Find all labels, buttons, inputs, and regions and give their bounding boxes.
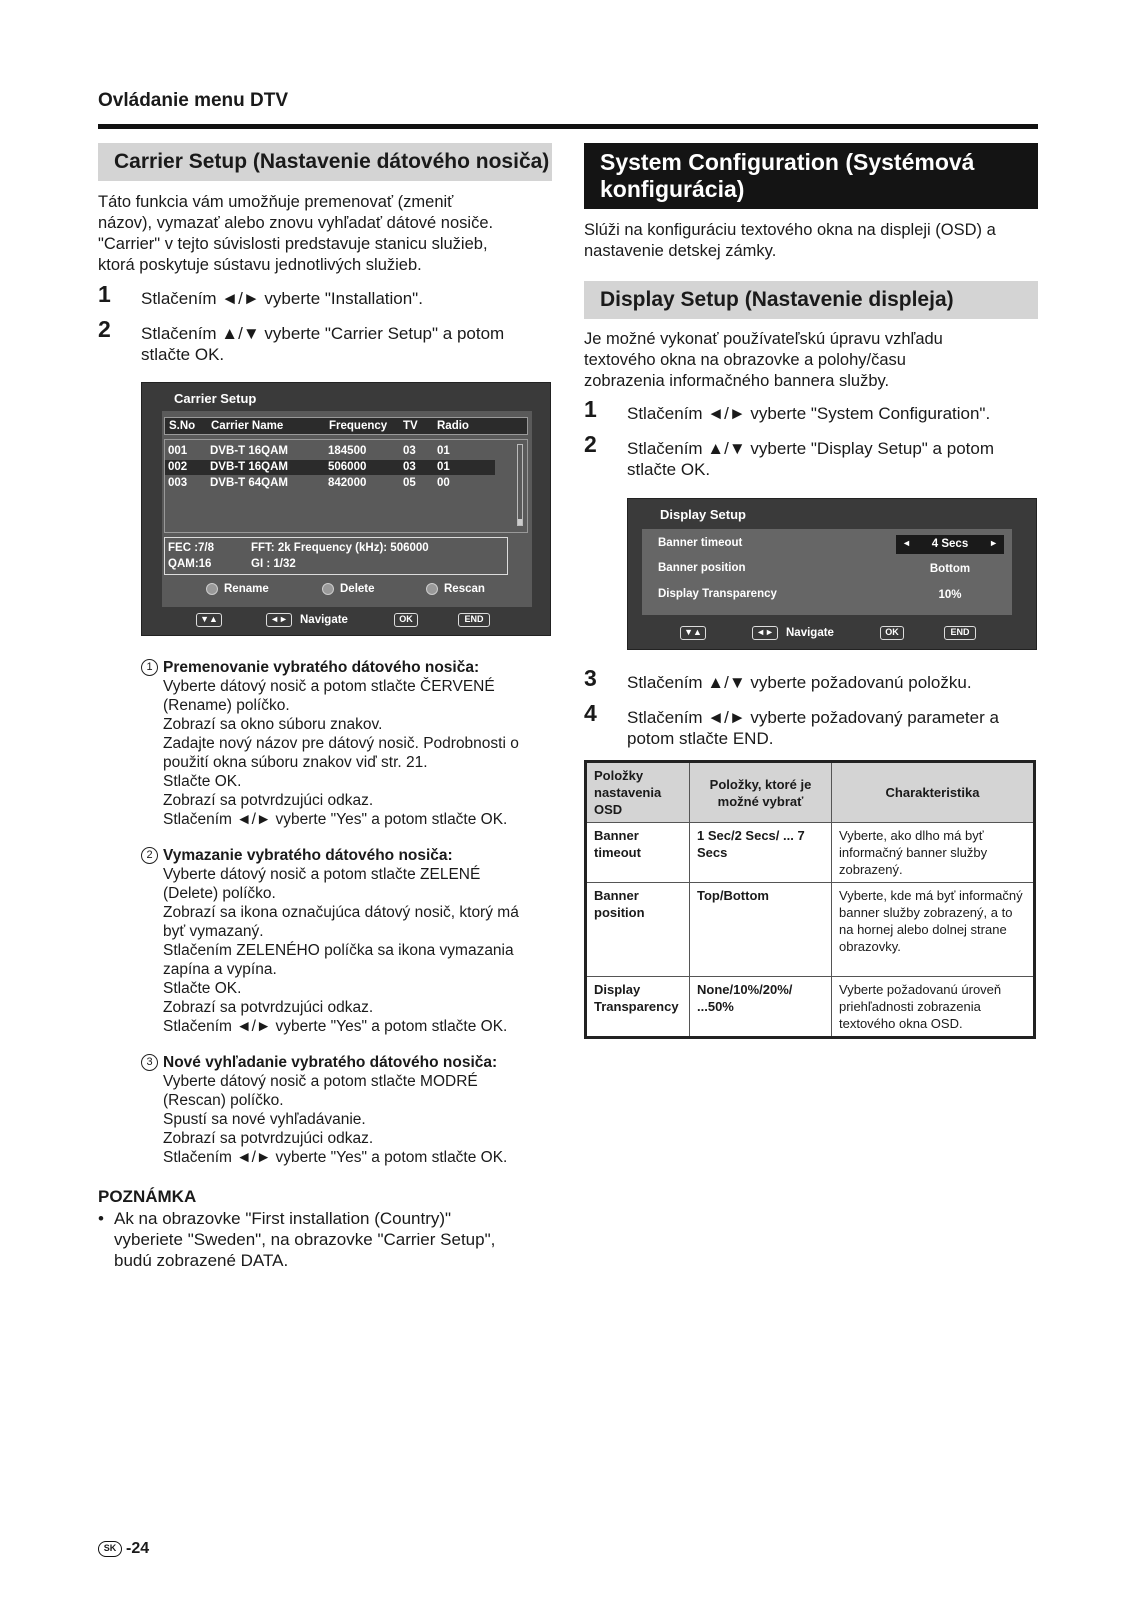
cell: 1 Sec/2 Secs/ ... 7 Secs [690, 823, 832, 883]
table-row [586, 977, 1035, 1038]
column-header: Charakteristika [832, 762, 1035, 823]
step-text: Stlačením ◄/► vyberte "System Configuration". [627, 404, 991, 423]
banner-position-label: Banner position [658, 562, 746, 574]
cell: 01 [437, 445, 450, 457]
step-number: 1 [98, 281, 111, 307]
circled-number: 2 [141, 847, 158, 864]
item-line: Stlačením ◄/► vyberte "Yes" a potom stlačte OK. [163, 1018, 508, 1035]
navigate-label: Navigate [300, 614, 348, 626]
heading-line: System Configuration (Systémová [600, 149, 975, 175]
item-line: Stlačte OK. [163, 773, 242, 790]
item-heading: Vymazanie vybratého dátového nosiča: [163, 847, 453, 864]
info-gi: GI : 1/32 [251, 558, 296, 570]
info-qam: QAM:16 [168, 558, 212, 570]
left-right-key-icon: ◄► [266, 613, 292, 627]
info-frequency: FFT: 2k Frequency (kHz): 506000 [251, 542, 429, 554]
item-line: (Rescan) políčko. [163, 1092, 284, 1109]
step-text [627, 438, 994, 480]
ok-key-icon: OK [394, 613, 418, 627]
step-number: 2 [98, 316, 111, 342]
cell: 00 [437, 477, 450, 489]
item-line: Vyberte dátový nosič a potom stlačte ZELENÉ [163, 866, 481, 883]
cell: Top/Bottom [690, 883, 832, 977]
column-header: Položky, ktoré je možné vybrať [690, 762, 832, 823]
bullet: • [98, 1209, 104, 1228]
delete-button[interactable]: Delete [340, 583, 375, 595]
step-text-line: Stlačením ▲/▼ vyberte "Carrier Setup" a potom [141, 324, 505, 343]
circled-number: 1 [141, 659, 158, 676]
ok-key-icon: OK [880, 626, 904, 640]
carrier-setup-screen [141, 382, 551, 636]
table-row [586, 823, 1035, 883]
intro-line: Je možné vykonať používateľskú úpravu vzhľadu [584, 330, 943, 348]
item-line: Stlačením ◄/► vyberte "Yes" a potom stlačte OK. [163, 1149, 508, 1166]
page-number: -24 [126, 1540, 150, 1557]
table-row[interactable] [165, 444, 513, 459]
table-row [586, 883, 1035, 977]
item-line: Zobrazí sa ikona označujúca dátový nosič, ktorý má [163, 904, 519, 921]
green-button-icon [322, 583, 334, 595]
cell: Banner position [586, 883, 690, 977]
end-key-icon: END [944, 626, 976, 640]
cell: DVB-T 16QAM [210, 445, 288, 457]
column-header: Frequency [329, 420, 388, 432]
circled-number: 3 [141, 1054, 158, 1071]
cell: Vyberte, ako dlho má byť informačný banner služby zobrazený. [832, 823, 1035, 883]
cell: 03 [403, 461, 416, 473]
scrollbar-thumb[interactable] [518, 519, 522, 525]
carrier-intro-line: Táto funkcia vám umožňuje premenovať (zmeniť [98, 193, 454, 211]
osd-title: Carrier Setup [174, 391, 257, 406]
step-number: 1 [584, 396, 597, 422]
cell: Vyberte požadovanú úroveň priehľadnosti zobrazenia textového okna OSD. [832, 977, 1035, 1038]
sysconf-intro [584, 220, 996, 262]
item-line: (Rename) políčko. [163, 697, 290, 714]
item-line: Stlačte OK. [163, 980, 242, 997]
item-heading: Nové vyhľadanie vybratého dátového nosiča: [163, 1054, 498, 1071]
step-text: Stlačením ▲/▼ vyberte požadovanú položku. [627, 673, 972, 692]
item-line: Zobrazí sa okno súboru znakov. [163, 716, 383, 733]
display-setup-screen [627, 498, 1037, 650]
heading-line: konfigurácia) [600, 176, 745, 202]
blue-button-icon [426, 583, 438, 595]
page-section-title: Ovládanie menu DTV [98, 90, 289, 111]
note-line: Ak na obrazovke "First installation (Country)" [114, 1209, 452, 1228]
item-line: Vyberte dátový nosič a potom stlačte MODRÉ [163, 1073, 478, 1090]
note-title: POZNÁMKA [98, 1187, 197, 1206]
carrier-info-box [164, 537, 508, 575]
cell: DVB-T 64QAM [210, 477, 288, 489]
step-text: Stlačením ◄/► vyberte "Installation". [141, 289, 423, 308]
carrier-list[interactable] [164, 439, 528, 533]
step-text [141, 323, 504, 365]
item-line: (Delete) políčko. [163, 885, 276, 902]
step-text-line: stlačte OK. [141, 345, 225, 364]
cell: 184500 [328, 445, 367, 457]
step-number: 2 [584, 431, 597, 457]
carrier-intro-line: názov), vymazať alebo znovu vyhľadať dátové nosiče. [98, 214, 494, 232]
cell: 842000 [328, 477, 367, 489]
item-line: Zobrazí sa potvrdzujúci odkaz. [163, 1130, 374, 1147]
cell: Display Transparency [586, 977, 690, 1038]
item-line: Stlačením ◄/► vyberte "Yes" a potom stlačte OK. [163, 811, 508, 828]
item-line: použití okna súboru znakov viď str. 21. [163, 754, 428, 771]
note-line: budú zobrazené DATA. [114, 1251, 289, 1270]
cell: 506000 [328, 461, 367, 473]
table-header-row [586, 762, 1035, 823]
carrier-intro-line: ktorá poskytuje sústavu jednotlivých služieb. [98, 256, 422, 274]
note-line: vyberiete "Sweden", na obrazovke "Carrier Setup", [114, 1230, 496, 1249]
table-row-selected[interactable] [165, 460, 495, 475]
column-header: Položky nastavenia OSD [586, 762, 690, 823]
display-transparency-value[interactable]: 10% [938, 589, 962, 601]
banner-timeout-selector[interactable] [896, 535, 1004, 554]
carrier-setup-heading: Carrier Setup (Nastavenie dátového nosiča) [98, 143, 552, 181]
step-text-line: potom stlačte END. [627, 729, 774, 748]
end-key-icon: END [458, 613, 490, 627]
arrow-left-icon[interactable]: ◄ [902, 538, 911, 548]
rename-button[interactable]: Rename [224, 583, 269, 595]
item-line: Spustí sa nové vyhľadávanie. [163, 1111, 366, 1128]
carrier-intro [98, 192, 493, 276]
cell: 001 [168, 445, 188, 457]
display-setup-heading: Display Setup (Nastavenie displeja) [584, 281, 1038, 319]
scrollbar[interactable] [517, 444, 523, 526]
item-line: Vyberte dátový nosič a potom stlačte ČERVENÉ [163, 678, 495, 695]
item-line: byť vymazaný. [163, 923, 264, 940]
display-transparency-label: Display Transparency [658, 588, 777, 600]
header-rule [98, 124, 1038, 129]
step-text [627, 707, 999, 749]
left-right-key-icon: ◄► [752, 626, 778, 640]
osd-settings-table [584, 760, 1036, 1039]
item-heading: Premenovanie vybratého dátového nosiča: [163, 659, 480, 676]
cell: 03 [403, 445, 416, 457]
osd-panel [162, 411, 532, 607]
column-header: S.No [169, 420, 196, 432]
cell: None/10%/20%/ ...50% [690, 977, 832, 1038]
column-header: Carrier Name [211, 420, 284, 432]
intro-line: Slúži na konfiguráciu textového okna na displeji (OSD) a [584, 221, 996, 239]
banner-timeout-value: 4 Secs [931, 538, 969, 550]
intro-line: textového okna na obrazovke a polohy/času [584, 351, 906, 369]
cell: Banner timeout [586, 823, 690, 883]
display-intro [584, 329, 943, 392]
cell: 01 [437, 461, 450, 473]
system-configuration-heading [584, 143, 1038, 209]
up-down-key-icon: ▼▲ [680, 626, 706, 640]
red-button-icon [206, 583, 218, 595]
item-line: Zadajte nový názov pre dátový nosič. Podrobnosti o [163, 735, 519, 752]
cell: 002 [168, 461, 188, 473]
step-text-line: stlačte OK. [627, 460, 711, 479]
item-line: Zobrazí sa potvrdzujúci odkaz. [163, 792, 374, 809]
item-line: Stlačením ZELENÉHO políčka sa ikona vymazania [163, 942, 514, 959]
up-down-key-icon: ▼▲ [196, 613, 222, 627]
cell: 003 [168, 477, 188, 489]
step-text-line: Stlačením ◄/► vyberte požadovaný parameter a [627, 708, 999, 727]
osd-panel [642, 529, 1012, 615]
cell: Vyberte, kde má byť informačný banner služby zobrazený, a to na hornej alebo dolnej strane obrazovky. [832, 883, 1035, 977]
intro-line: nastavenie detskej zámky. [584, 242, 777, 260]
step-number: 4 [584, 700, 597, 726]
carrier-table-header [164, 417, 528, 435]
navigate-label: Navigate [786, 627, 834, 639]
column-header: TV [403, 420, 418, 432]
info-fec: FEC :7/8 [168, 542, 215, 554]
step-text-line: Stlačením ▲/▼ vyberte "Display Setup" a potom [627, 439, 994, 458]
arrow-right-icon[interactable]: ► [989, 538, 998, 548]
banner-position-value[interactable]: Bottom [929, 563, 971, 575]
carrier-intro-line: "Carrier" v tejto súvislosti predstavuje stanicu služieb, [98, 235, 488, 253]
cell: 05 [403, 477, 416, 489]
item-line: zapína a vypína. [163, 961, 277, 978]
osd-title: Display Setup [660, 507, 746, 522]
banner-timeout-label: Banner timeout [658, 537, 743, 549]
intro-line: zobrazenia informačného bannera služby. [584, 372, 890, 390]
rescan-button[interactable]: Rescan [444, 583, 485, 595]
table-row[interactable] [165, 476, 513, 491]
cell: DVB-T 16QAM [210, 461, 288, 473]
language-badge: SK [98, 1541, 122, 1557]
step-number: 3 [584, 665, 597, 691]
column-header: Radio [437, 420, 469, 432]
item-line: Zobrazí sa potvrdzujúci odkaz. [163, 999, 374, 1016]
